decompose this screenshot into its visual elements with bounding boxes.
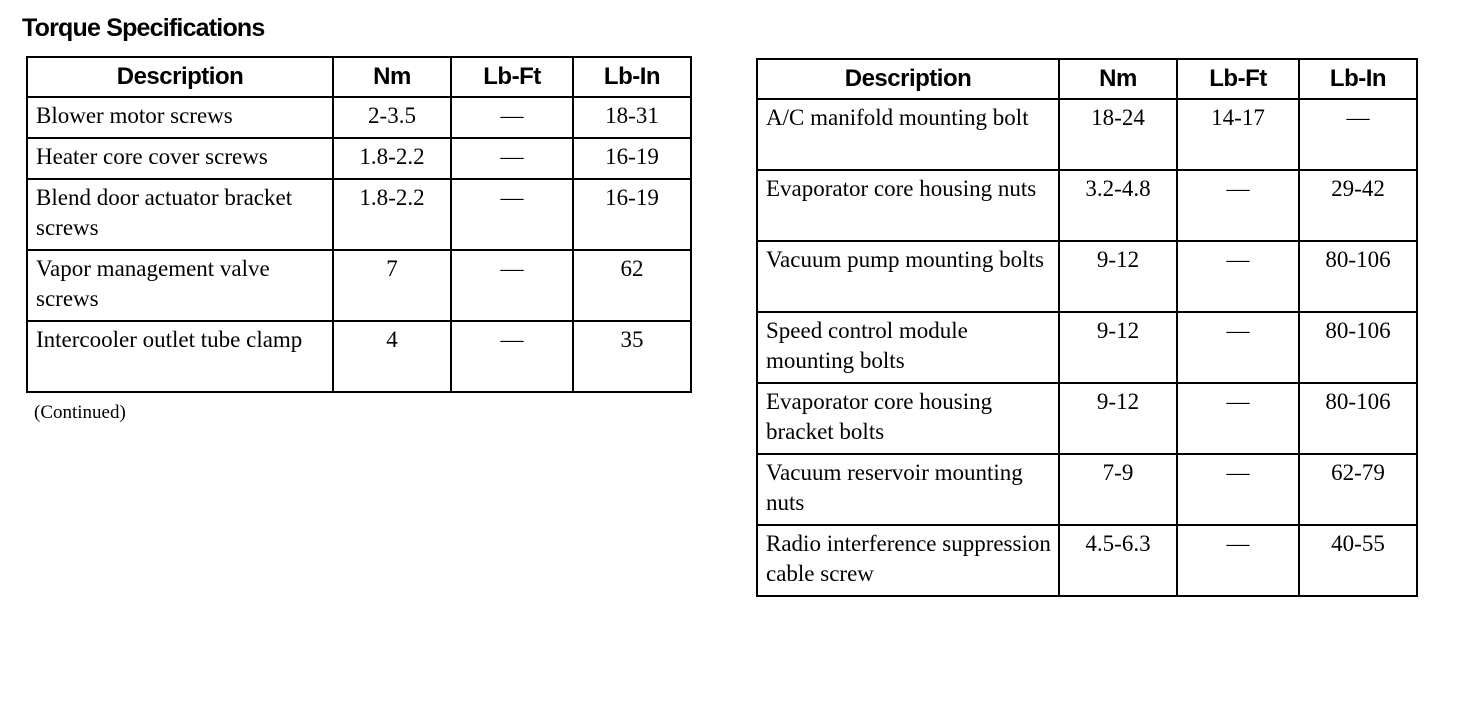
cell-lb-ft: — [1177, 525, 1299, 596]
cell-lb-ft: — [1177, 170, 1299, 241]
cell-lb-in: 80-106 [1299, 241, 1417, 312]
column-header-nm: Nm [1059, 59, 1177, 99]
cell-description: Blend door actuator bracket screws [27, 179, 333, 250]
table-row [27, 179, 691, 250]
cell-lb-ft: — [451, 179, 573, 250]
cell-lb-ft: — [451, 250, 573, 321]
cell-description: A/C manifold mounting bolt [757, 99, 1059, 170]
cell-nm: 4 [333, 321, 451, 392]
cell-nm: 7 [333, 250, 451, 321]
cell-description: Vapor management valve screws [27, 250, 333, 321]
cell-lb-ft: — [1177, 241, 1299, 312]
table-row [757, 99, 1417, 170]
cell-nm: 1.8-2.2 [333, 179, 451, 250]
header-row [757, 59, 1417, 99]
cell-nm: 1.8-2.2 [333, 138, 451, 179]
cell-description: Vacuum reservoir mounting nuts [757, 454, 1059, 525]
column-header-lb-in: Lb-In [1299, 59, 1417, 99]
cell-nm: 9-12 [1059, 383, 1177, 454]
cell-nm: 4.5-6.3 [1059, 525, 1177, 596]
cell-nm: 3.2-4.8 [1059, 170, 1177, 241]
cell-lb-in: 62-79 [1299, 454, 1417, 525]
table-row [27, 138, 691, 179]
table-row [757, 525, 1417, 596]
cell-lb-in: — [1299, 99, 1417, 170]
cell-lb-ft: — [451, 321, 573, 392]
column-header-description: Description [27, 57, 333, 97]
column-header-nm: Nm [333, 57, 451, 97]
table-row [757, 454, 1417, 525]
continued-note: (Continued) [34, 402, 126, 423]
column-header-lb-ft: Lb-Ft [451, 57, 573, 97]
cell-description: Speed control module mounting bolts [757, 312, 1059, 383]
cell-lb-in: 29-42 [1299, 170, 1417, 241]
cell-lb-in: 40-55 [1299, 525, 1417, 596]
cell-nm: 7-9 [1059, 454, 1177, 525]
column-header-lb-in: Lb-In [573, 57, 691, 97]
cell-lb-ft: — [1177, 383, 1299, 454]
cell-description: Heater core cover screws [27, 138, 333, 179]
table-row [757, 312, 1417, 383]
cell-description: Evaporator core housing nuts [757, 170, 1059, 241]
torque-table-right [756, 58, 1418, 597]
cell-nm: 2-3.5 [333, 97, 451, 138]
cell-lb-ft: — [451, 138, 573, 179]
cell-nm: 9-12 [1059, 241, 1177, 312]
cell-description: Radio interference suppression cable screw [757, 525, 1059, 596]
cell-nm: 9-12 [1059, 312, 1177, 383]
cell-lb-ft: — [1177, 312, 1299, 383]
table-row [757, 170, 1417, 241]
cell-nm: 18-24 [1059, 99, 1177, 170]
cell-lb-ft: 14-17 [1177, 99, 1299, 170]
cell-description: Vacuum pump mounting bolts [757, 241, 1059, 312]
cell-lb-in: 16-19 [573, 138, 691, 179]
column-header-lb-ft: Lb-Ft [1177, 59, 1299, 99]
cell-lb-in: 16-19 [573, 179, 691, 250]
table-row [27, 97, 691, 138]
cell-lb-in: 80-106 [1299, 383, 1417, 454]
cell-lb-in: 18-31 [573, 97, 691, 138]
page-title: Torque Specifications [22, 14, 265, 42]
cell-lb-ft: — [1177, 454, 1299, 525]
cell-description: Intercooler outlet tube clamp [27, 321, 333, 392]
cell-lb-ft: — [451, 97, 573, 138]
column-header-description: Description [757, 59, 1059, 99]
table-row [757, 383, 1417, 454]
cell-description: Blower motor screws [27, 97, 333, 138]
torque-table-left [26, 56, 692, 393]
header-row [27, 57, 691, 97]
table-row [757, 241, 1417, 312]
cell-lb-in: 35 [573, 321, 691, 392]
cell-lb-in: 80-106 [1299, 312, 1417, 383]
table-row [27, 321, 691, 392]
table-row [27, 250, 691, 321]
cell-lb-in: 62 [573, 250, 691, 321]
cell-description: Evaporator core housing bracket bolts [757, 383, 1059, 454]
